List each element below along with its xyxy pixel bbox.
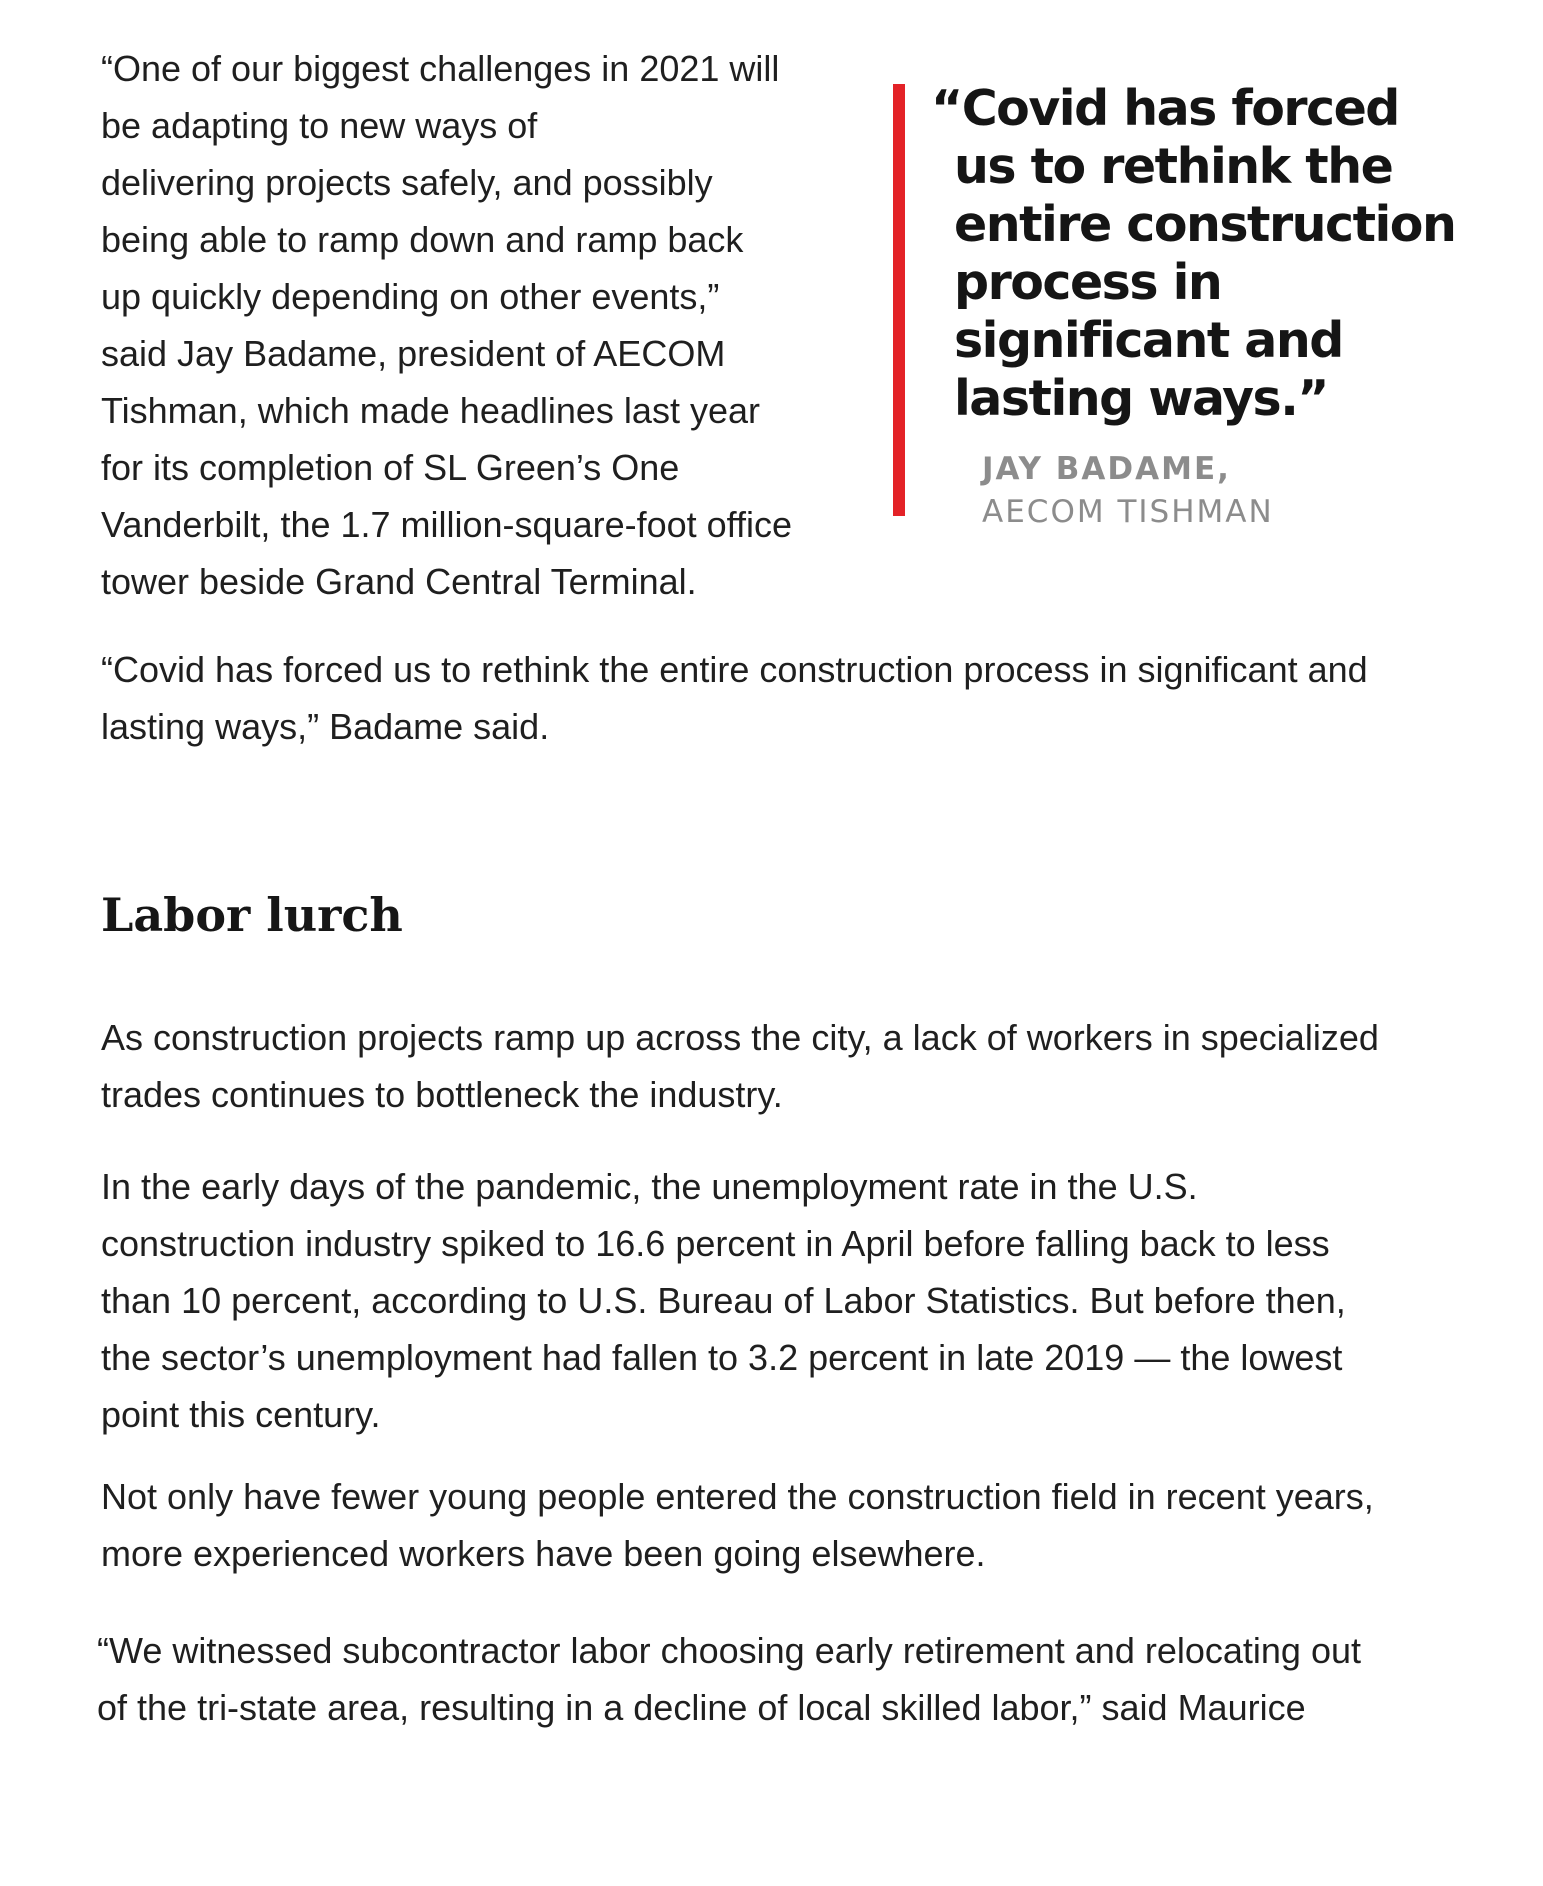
- intro-line: said Jay Badame, president of AECOM: [101, 333, 726, 374]
- pull-quote-text: [931, 80, 1456, 428]
- paragraph-line: “Covid has forced us to rethink the entire construction process in significant and: [101, 649, 1368, 690]
- paragraph-line: the sector’s unemployment had fallen to 3.2 percent in late 2019 — the lowest: [101, 1337, 1343, 1378]
- paragraph-line: of the tri-state area, resulting in a decline of local skilled labor,” said Maurice: [97, 1687, 1306, 1728]
- intro-line: be adapting to new ways of: [101, 105, 538, 146]
- pull-quote-line: process in: [954, 254, 1222, 311]
- paragraph-line: Not only have fewer young people entered the construction field in recent years,: [101, 1476, 1374, 1517]
- paragraph-line: than 10 percent, according to U.S. Bureau of Labor Statistics. But before then,: [101, 1280, 1346, 1321]
- paragraph-line: “We witnessed subcontractor labor choosing early retirement and relocating out: [97, 1630, 1361, 1671]
- intro-line: “One of our biggest challenges in 2021 will: [101, 48, 780, 89]
- pull-quote-line: entire construction: [954, 196, 1456, 253]
- pull-quote: [893, 80, 1456, 530]
- paragraph-line: construction industry spiked to 16.6 percent in April before falling back to less: [101, 1223, 1330, 1264]
- pull-quote-attribution-org: AECOM TISHMAN: [982, 494, 1274, 530]
- intro-line: for its completion of SL Green’s One: [101, 447, 680, 488]
- paragraph-line: In the early days of the pandemic, the unemployment rate in the U.S.: [101, 1166, 1198, 1207]
- body-paragraph-1: [101, 1009, 1441, 1123]
- pull-quote-accent-bar: [893, 84, 905, 516]
- intro-line: delivering projects safely, and possibly: [101, 162, 713, 203]
- pull-quote-line: “Covid has forced: [931, 80, 1399, 137]
- paragraph-line: more experienced workers have been going elsewhere.: [101, 1533, 986, 1574]
- body-paragraph-2: [101, 1158, 1441, 1443]
- paragraph-line: As construction projects ramp up across the city, a lack of workers in specialized: [101, 1017, 1379, 1058]
- intro-line: Vanderbilt, the 1.7 million-square-foot office: [101, 504, 793, 545]
- body-paragraph-3: [101, 1468, 1441, 1582]
- intro-line: tower beside Grand Central Terminal.: [101, 561, 697, 602]
- section-heading: Labor lurch: [101, 888, 403, 942]
- quote-paragraph: [101, 641, 1441, 755]
- pull-quote-attribution-name: JAY BADAME,: [982, 451, 1231, 487]
- intro-line: Tishman, which made headlines last year: [101, 390, 760, 431]
- body-paragraph-4: [97, 1622, 1437, 1736]
- pull-quote-line: lasting ways.”: [954, 370, 1329, 427]
- intro-line: up quickly depending on other events,”: [101, 276, 720, 317]
- paragraph-line: point this century.: [101, 1394, 381, 1435]
- pull-quote-attribution: [982, 448, 1274, 534]
- pull-quote-line: us to rethink the: [954, 138, 1393, 195]
- pull-quote-line: significant and: [954, 312, 1343, 369]
- paragraph-line: trades continues to bottleneck the industry.: [101, 1074, 783, 1115]
- intro-paragraph: [101, 40, 841, 610]
- paragraph-line: lasting ways,” Badame said.: [101, 706, 550, 747]
- intro-line: being able to ramp down and ramp back: [101, 219, 744, 260]
